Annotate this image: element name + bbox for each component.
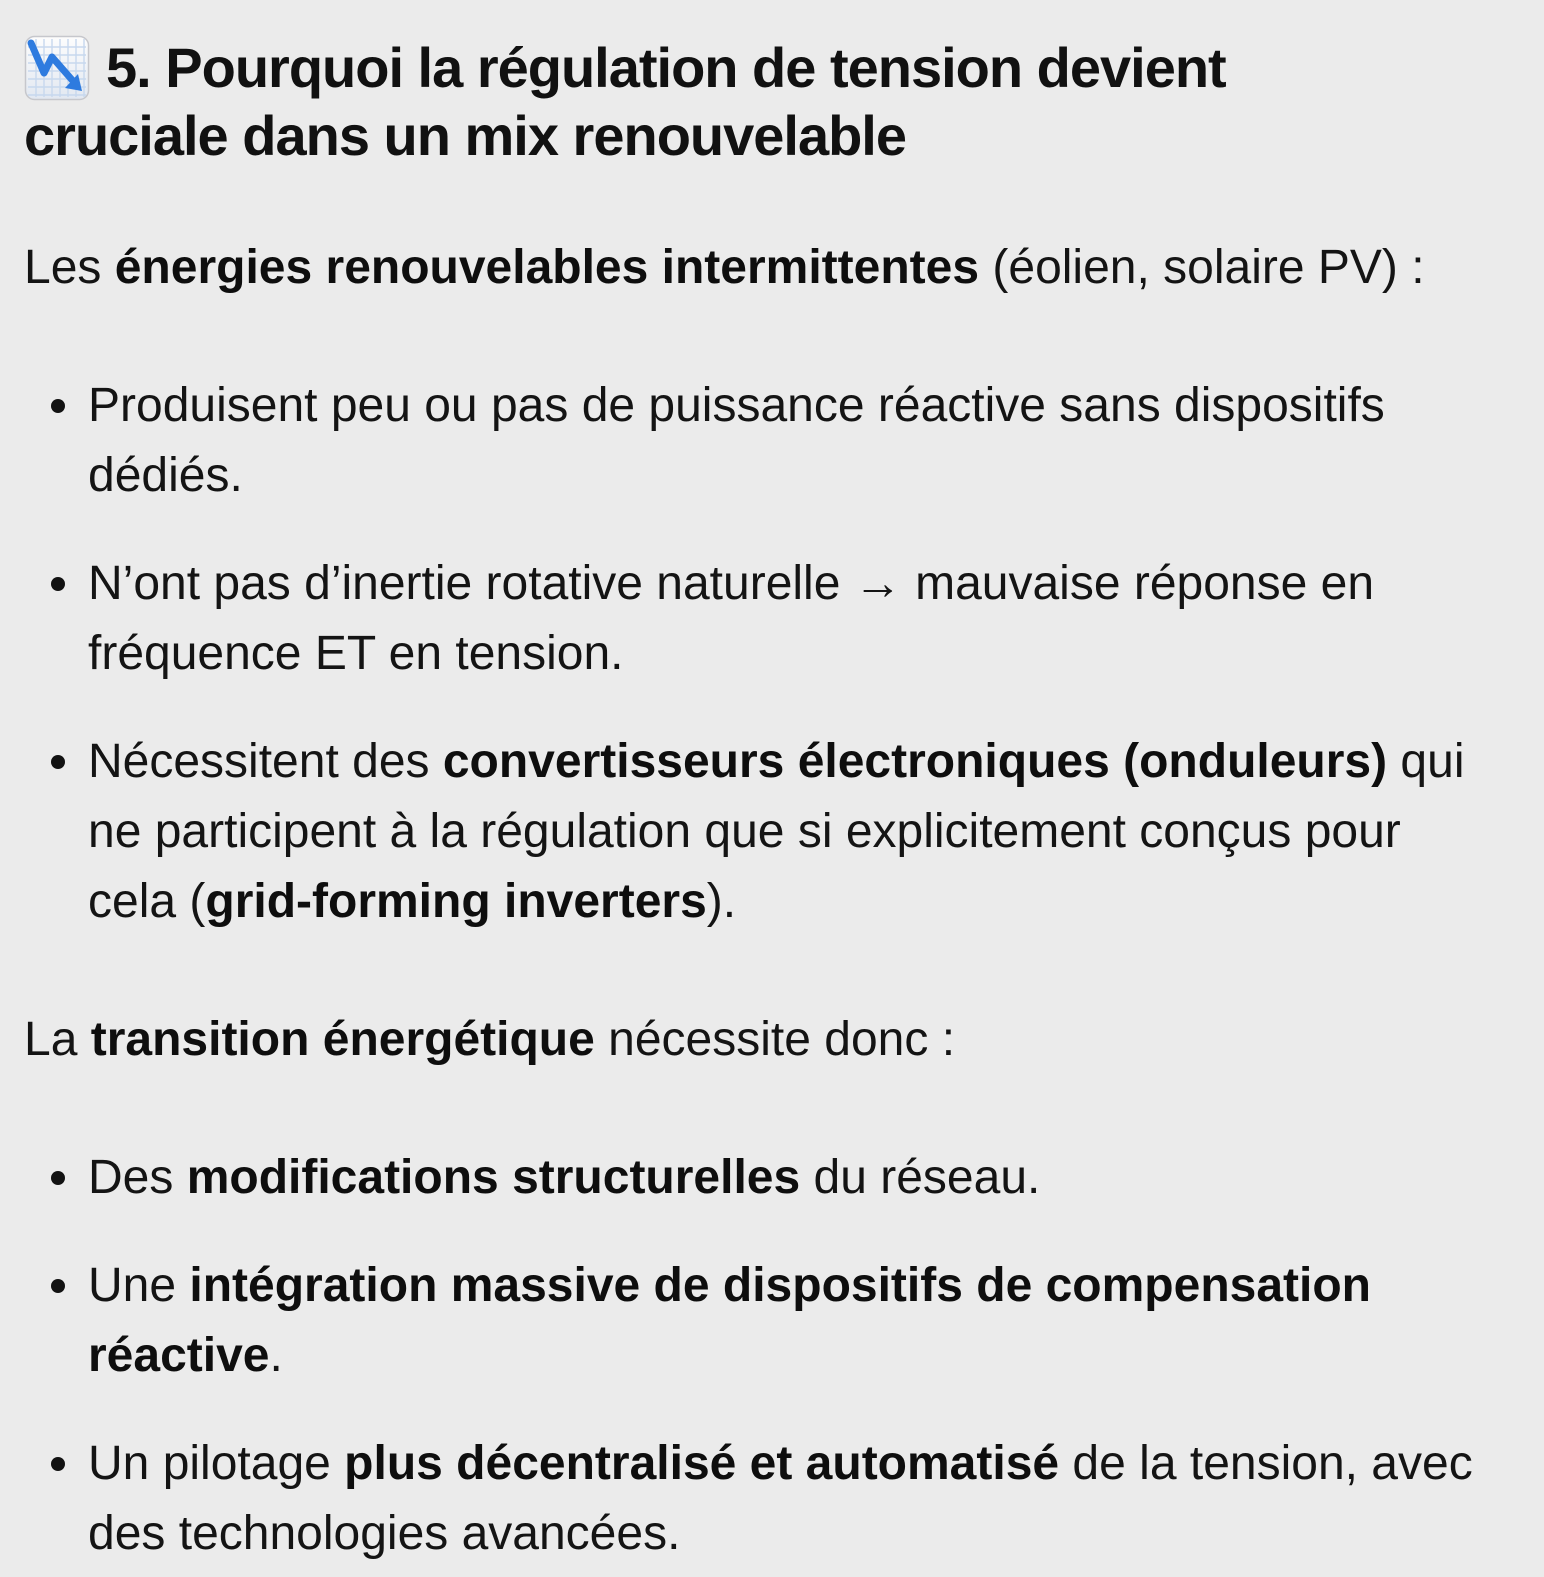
text: (éolien, solaire PV) :: [979, 241, 1425, 294]
text-line: [88, 797, 1516, 867]
heading-text-line-2: cruciale dans un mix renouvelable: [24, 104, 907, 167]
list-item: [24, 1143, 1516, 1213]
intro-paragraph: [24, 233, 1516, 303]
text-line: [88, 1251, 1516, 1321]
list-item: [24, 1251, 1516, 1391]
text: La: [24, 1013, 91, 1066]
bullet-dot: [51, 1279, 65, 1293]
text: Des: [88, 1151, 187, 1204]
list-item: [24, 1429, 1516, 1569]
text: cela (: [88, 875, 206, 928]
text-line: [88, 549, 1516, 619]
transition-paragraph: [24, 1005, 1516, 1075]
text-line: [88, 441, 1516, 511]
text: Un pilotage: [88, 1437, 345, 1490]
text: N’ont pas d’inertie rotative naturelle → mauvaise réponse en: [88, 557, 1375, 610]
renewables-properties-list: [24, 371, 1516, 937]
text: qui: [1387, 735, 1465, 788]
text: Une: [88, 1259, 190, 1312]
bullet-dot: [51, 577, 65, 591]
text-line: [88, 371, 1516, 441]
chart-decreasing-icon: [24, 35, 90, 101]
list-item: [24, 549, 1516, 689]
list-item: [24, 727, 1516, 937]
bullet-dot: [51, 1171, 65, 1185]
bullet-dot: [51, 755, 65, 769]
bold-text: plus décentralisé et automatisé: [344, 1437, 1060, 1490]
text: ne participent à la régulation que si explicitement conçus pour: [88, 805, 1401, 858]
text: des technologies avancées.: [88, 1507, 681, 1560]
heading-line-1: [24, 34, 1516, 102]
bold-text: réactive: [88, 1329, 270, 1382]
bold-text: modifications structurelles: [186, 1151, 801, 1204]
section-heading: [24, 34, 1516, 170]
bullet-dot: [51, 399, 65, 413]
text-line: [24, 1005, 1516, 1075]
text: dédiés.: [88, 449, 243, 502]
text: de la tension, avec: [1059, 1437, 1473, 1490]
text-line: [88, 1143, 1516, 1213]
bold-text: convertisseurs électroniques (onduleurs): [442, 735, 1388, 788]
text-line: [88, 1321, 1516, 1391]
bold-text: grid-forming inverters: [205, 875, 707, 928]
heading-text-line-1: 5. Pourquoi la régulation de tension devient: [106, 36, 1226, 99]
text: .: [269, 1329, 283, 1382]
transition-needs-list: [24, 1143, 1516, 1569]
bold-text: intégration massive de dispositifs de compensation: [189, 1259, 1371, 1312]
text-line: [88, 727, 1516, 797]
text: ).: [706, 875, 737, 928]
bold-text: énergies renouvelables intermittentes: [114, 241, 980, 294]
text: nécessite donc :: [594, 1013, 956, 1066]
text-line: [88, 619, 1516, 689]
bullet-dot: [51, 1457, 65, 1471]
text-line: [24, 233, 1516, 303]
text: Nécessitent des: [88, 735, 443, 788]
text: Produisent peu ou pas de puissance réactive sans dispositifs: [88, 379, 1385, 432]
list-item: [24, 371, 1516, 511]
bold-text: transition énergétique: [90, 1013, 595, 1066]
text: du réseau.: [800, 1151, 1041, 1204]
text-line: [88, 1429, 1516, 1499]
text: Les: [24, 241, 115, 294]
text: fréquence ET en tension.: [88, 627, 624, 680]
text-line: [88, 867, 1516, 937]
text-line: [88, 1499, 1516, 1569]
